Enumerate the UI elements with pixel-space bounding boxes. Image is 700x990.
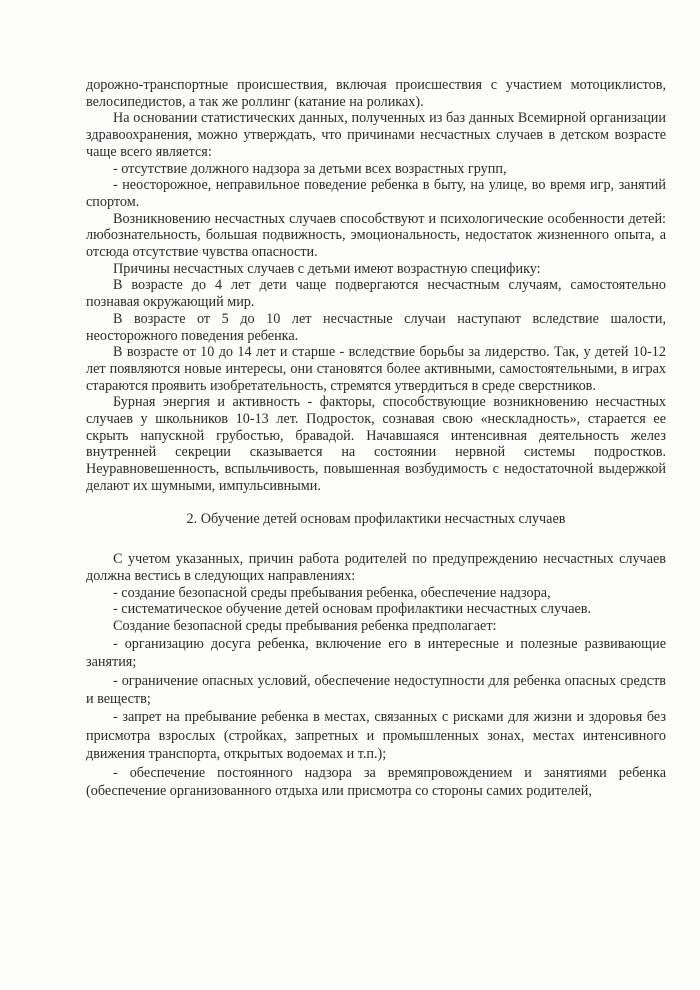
section-heading: 2. Обучение детей основам профилактики несчастных случаев	[186, 510, 566, 527]
paragraph-statistics: На основании статистических данных, полученных из баз данных Всемирной организации здравоохранения, можно утверждать, что причинами несчастных случаев в детском возрасте чаще всего является:	[86, 110, 666, 160]
list-item-prohibited-places: - запрет на пребывание ребенка в местах, связанных с рисками для жизни и здоровья без присмотра взрослых (стройках, запретных и промышленных зонах, местах интенсивного движения транспорта, открытых водоемах и т.п.);	[86, 709, 666, 763]
paragraph-energy-activity: Бурная энергия и активность - факторы, способствующие возникновению несчастных случаев у школьников 10-13 лет. Подросток, сознавая свою «нескладность», старается ее скрыть напускной грубостью, бравадой. Начавшаяся интенсивная деятельность желез внутренней секреции сказывается на состоянии нервной системы подростков. Неуравновешенность, вспыльчивость, повышенная возбудимость с недостаточной выдержкой делают их шумными, импульсивными.	[86, 394, 666, 494]
paragraph-age-specifics: Причины несчастных случаев с детьми имеют возрастную специфику:	[113, 260, 541, 277]
paragraph-directions: С учетом указанных, причин работа родителей по предупреждению несчастных случаев должна вестись в следующих направлениях:	[86, 551, 666, 584]
list-item-training: - систематическое обучение детей основам профилактики несчастных случаев.	[113, 601, 592, 618]
list-item-behavior: - неосторожное, неправильное поведение ребенка в быту, на улице, во время игр, занятий спортом.	[86, 177, 666, 210]
paragraph-age-10-14: В возрасте от 10 до 14 лет и старше - вследствие борьбы за лидерство. Так, у детей 10-12 лет появляются новые интересы, они становятся более активными, самостоятельными, в играх стараются проявить изобретательность, стремятся утвердиться в среде сверстников.	[86, 344, 666, 394]
paragraph-age-5-10: В возрасте от 5 до 10 лет несчастные случаи наступают вследствие шалости, неосторожного поведения ребенка.	[86, 310, 666, 344]
paragraph-age-under-4: В возрасте до 4 лет дети чаще подвергаются несчастным случаям, самостоятельно познавая окружающий мир.	[86, 277, 666, 311]
paragraph-safe-environment-intro: Создание безопасной среды пребывания ребенка предполагает:	[113, 618, 497, 635]
list-item-leisure: - организацию досуга ребенка, включение его в интересные и полезные развивающие занятия;	[86, 635, 666, 671]
list-item-dangerous-conditions: - ограничение опасных условий, обеспечение недоступности для ребенка опасных средств и веществ;	[86, 672, 666, 708]
paragraph-psychology: Возникновению несчастных случаев способствуют и психологические особенности детей: любознательность, большая подвижность, эмоциональность, недостаток жизненного опыта, а отсюда отсутствие чувства опасности.	[86, 210, 666, 261]
list-item-constant-supervision: - обеспечение постоянного надзора за времяпровождением и занятиями ребенка (обеспечение организованного отдыха или присмотра со стороны самих родителей,	[86, 764, 666, 800]
document-body	[86, 77, 666, 800]
paragraph-continuation: дорожно-транспортные происшествия, включая происшествия с участием мотоциклистов, велосипедистов, а так же роллинг (катание на роликах).	[86, 77, 666, 110]
list-item-safe-environment: - создание безопасной среды пребывания ребенка, обеспечение надзора,	[113, 584, 551, 601]
list-item-supervision: - отсутствие должного надзора за детьми всех возрастных групп,	[113, 160, 507, 177]
